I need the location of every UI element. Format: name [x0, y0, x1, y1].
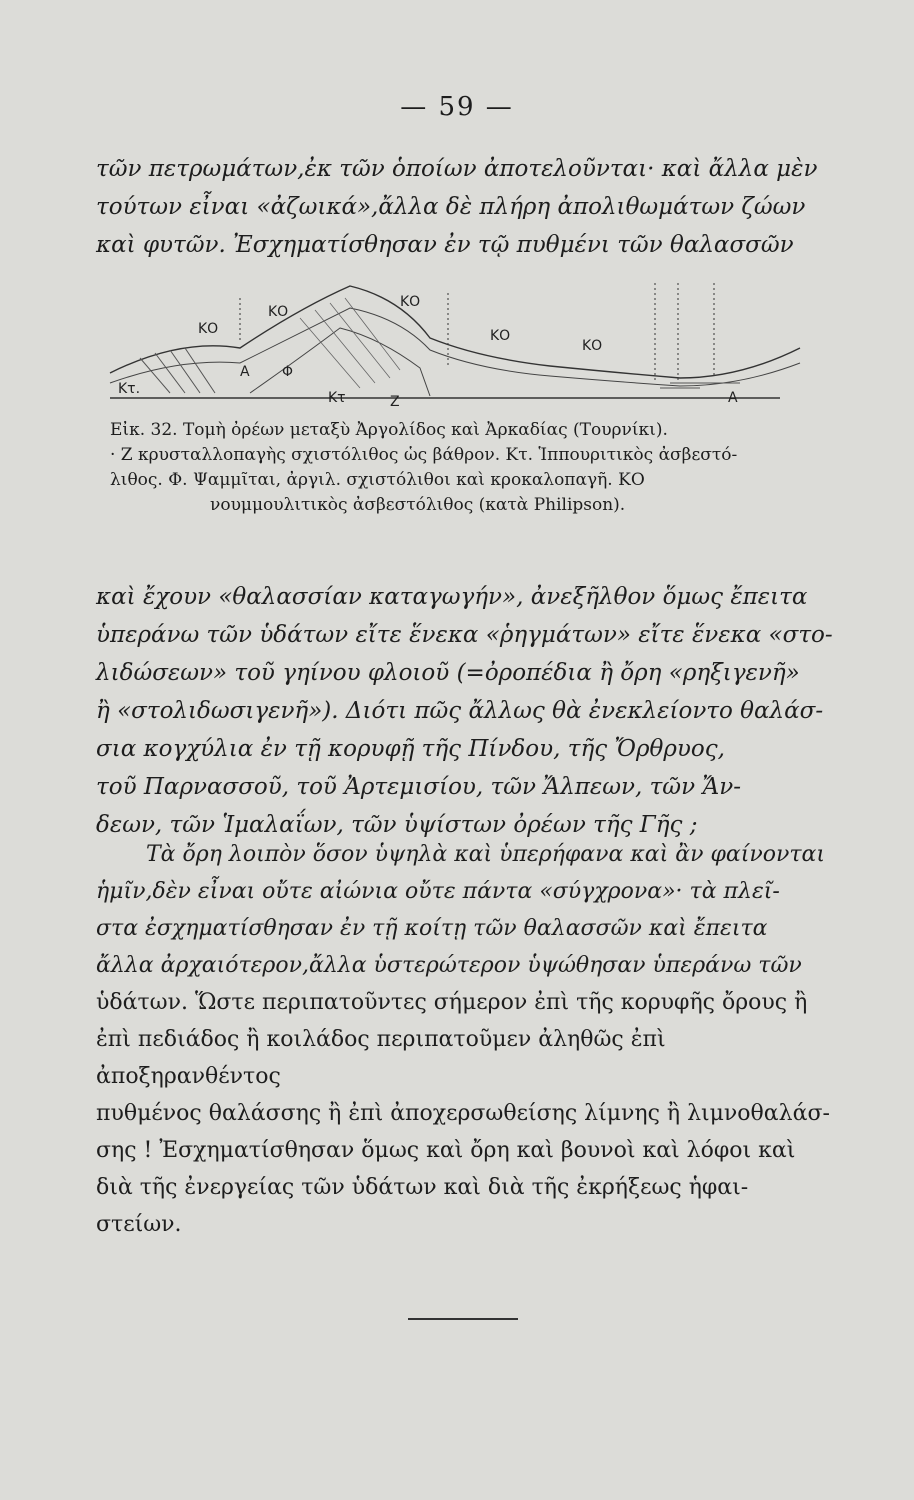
- text-line: σια κογχύλια ἐν τῇ κορυφῇ τῆς Πίνδου, τῆς Ὄρθρυος,: [96, 736, 725, 762]
- text-line: στα ἐσχηματίσθησαν ἐν τῇ κοίτῃ τῶν θαλασσῶν καὶ ἔπειτα: [96, 916, 768, 941]
- text-line: καὶ φυτῶν. Ἐσχηματίσθησαν ἐν τῷ πυθμένι τῶν θαλασσῶν: [96, 232, 794, 258]
- text-line: τοῦ Παρνασσοῦ, τοῦ Ἀρτεμισίου, τῶν Ἄλπεων, τῶν Ἄν-: [96, 774, 741, 800]
- geological-cross-section-figure: [100, 278, 820, 408]
- figure-label: Α: [728, 390, 738, 406]
- text-line: τῶν πετρωμάτων,ἐκ τῶν ὁποίων ἀποτελοῦνται· καὶ ἄλλα μὲν: [96, 156, 818, 182]
- figure-label: ΚΟ: [268, 304, 289, 320]
- text-line: διὰ τῆς ἐνεργείας τῶν ὑδάτων καὶ διὰ τῆς ἐκρήξεως ἡφαι-: [96, 1175, 749, 1200]
- text-line: στείων.: [96, 1212, 182, 1237]
- text-line: ὑδάτων. Ὥστε περιπατοῦντες σήμερον ἐπὶ τῆς κορυφῆς ὄρους ἢ: [96, 990, 808, 1015]
- caption-line: νουμμουλιτικὸς ἀσβεστόλιθος (κατὰ Philipson).: [210, 495, 626, 515]
- figure-label: Φ: [282, 364, 294, 380]
- top-paragraph: [96, 150, 856, 264]
- figure-label: Α: [240, 364, 250, 380]
- text-line: ὑπεράνω τῶν ὑδάτων εἴτε ἕνεκα «ῥηγμάτων» εἴτε ἕνεκα «στο-: [96, 622, 833, 648]
- text-line: λιδώσεων» τοῦ γηίνου φλοιοῦ (=ὀροπέδια ἢ ὄρη «ρηξιγενῆ»: [96, 660, 800, 686]
- caption-line: λιθος. Φ. Ψαμμῖται, ἀργιλ. σχιστόλιθοι καὶ κροκαλοπαγῆ. ΚΟ: [110, 470, 645, 490]
- final-paragraph: [96, 836, 856, 1243]
- text-line: ἡμῖν,δὲν εἶναι οὔτε αἰώνια οὔτε πάντα «σύγχρονα»· τὰ πλεῖ-: [96, 879, 780, 904]
- text-line: ἢ «στολιδωσιγενῆ»). Διότι πῶς ἄλλως θὰ ἐνεκλείοντο θαλάσ-: [96, 698, 824, 724]
- figure-label: ΚΟ: [198, 321, 219, 337]
- figure-label: Κτ.: [118, 381, 141, 397]
- text-line: πυθμένος θαλάσσης ἢ ἐπὶ ἀποχερσωθείσης λίμνης ἢ λιμνοθαλάσ-: [96, 1101, 830, 1126]
- text-line: ἐπὶ πεδιάδος ἢ κοιλάδος περιπατοῦμεν ἀληθῶς ἐπὶ ἀποξηρανθέντος: [96, 1027, 666, 1089]
- text-line: δεων, τῶν Ἱμαλαΐων, τῶν ὑψίστων ὀρέων τῆς Γῆς ;: [96, 812, 698, 838]
- text-line: Τὰ ὄρη λοιπὸν ὅσον ὑψηλὰ καὶ ὑπερήφανα καὶ ἂν φαίνονται: [146, 842, 826, 867]
- caption-line: Εἰκ. 32. Τομὴ ὀρέων μεταξὺ Ἀργολίδος καὶ Ἀρκαδίας (Τουρνίκι).: [110, 420, 668, 440]
- text-line: καὶ ἔχουν «θαλασσίαν καταγωγήν», ἀνεξῆλθον ὅμως ἔπειτα: [96, 584, 808, 610]
- figure-label: Ζ: [390, 394, 400, 408]
- middle-paragraph: [96, 578, 856, 844]
- page-number: — 59 —: [400, 92, 514, 122]
- figure-label: ΚΟ: [582, 338, 603, 354]
- text-line: σης ! Ἐσχηματίσθησαν ὅμως καὶ ὄρη καὶ βουνοὶ καὶ λόφοι καὶ: [96, 1138, 796, 1163]
- text-line: ἄλλα ἀρχαιότερον,ἄλλα ὑστερώτερον ὑψώθησαν ὑπεράνω τῶν: [96, 953, 802, 978]
- caption-line: · Ζ κρυσταλλοπαγὴς σχιστόλιθος ὡς βάθρον. Κτ. Ἱππουριτικὸς ἀσβεστό-: [110, 445, 738, 465]
- figure-label: Κτ: [328, 390, 346, 406]
- text-line: τούτων εἶναι «ἀζωικά»,ἄλλα δὲ πλήρη ἀπολιθωμάτων ζώων: [96, 194, 806, 220]
- end-rule-divider: [408, 1318, 518, 1320]
- figure-label: ΚΟ: [490, 328, 511, 344]
- figure-label: ΚΟ: [400, 294, 421, 310]
- figure-caption: [110, 418, 850, 518]
